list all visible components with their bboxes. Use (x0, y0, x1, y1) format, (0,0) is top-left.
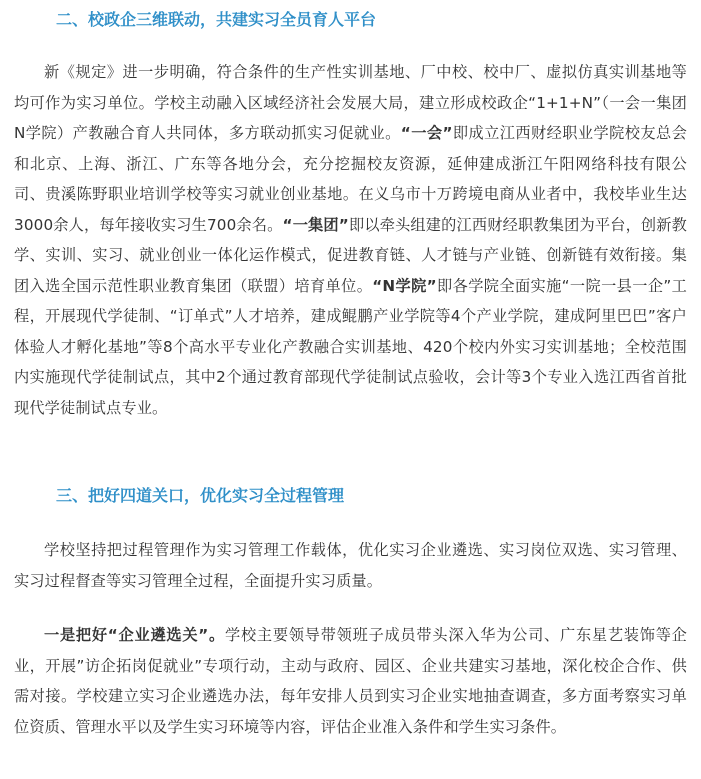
section-heading-3: 三、把好四道关口，优化实习全过程管理 (56, 486, 345, 505)
section-2-paragraph (14, 57, 687, 423)
bold-lead-point-1: 一是把好“企业遴选关”。 (44, 626, 226, 644)
section-3-intro-paragraph (14, 535, 687, 596)
paragraph-text: 即成立江西财经职业学院校友总会和北京、上海、浙江、广东等各地分会，充分挖掘校友资源，延伸建成浙江午阳网络科技有限公司、贵溪陈野职业培训学校等实习就业创业基地。在义乌市十万跨境电商从业者中，我校毕业生达3000余人，每年接收实习生700余名。 (14, 124, 687, 234)
paragraph-text: 学校主要领导带领班子成员带头深入华为公司、广东星艺装饰等企业，开展”访企拓岗促就业”专项行动，主动与政府、园区、企业共建实习基地，深化校企合作、供需对接。学校建立实习企业遴选办法，每年安排人员到实习企业实地抽查调查，多方面考察实习单位资质、管理水平以及学生实习环境等内容，评估企业准入条件和学生实习条件。 (14, 626, 687, 736)
section-heading-2: 二、校政企三维联动，共建实习全员育人平台 (56, 10, 377, 29)
bold-term-yihui: “一会” (400, 124, 453, 142)
paragraph-text: 新《规定》进一步明确，符合条件的生产性实训基地、厂中校、校中厂、虚拟仿真实训基地等均可作为实习单位。学校主动融入区域经济社会发展大局，建立形成校政企“1+1+N”（一会一集团N学院）产教融合育人共同体，多方联动抓实习促就业。 (14, 63, 687, 142)
bold-term-nxueyuan: “N学院” (372, 276, 437, 295)
bold-term-yijituan: “一集团” (282, 215, 349, 234)
paragraph-text: 即各学院全面实施“一院一县一企”工程，开展现代学徒制、“订单式”人才培养，建成鲲鹏产业学院等4个产业学院，建成阿里巴巴”客户体验人才孵化基地”等8个高水平专业化产教融合实训基地、420个校内外实习实训基地；全校范围内实施现代学徒制试点，其中2个通过教育部现代学徒制试点验收，会计等3个专业入选江西省首批现代学徒制试点专业。 (14, 276, 687, 417)
paragraph-text: 学校坚持把过程管理作为实习管理工作载体，优化实习企业遴选、实习岗位双选、实习管理、实习过程督查等实习管理全过程，全面提升实习质量。 (14, 541, 687, 590)
section-3-point-1-paragraph (14, 620, 687, 742)
paragraph-text: 即以牵头组建的江西财经职教集团为平台，创新教学、实训、实习、就业创业一体化运作模式，促进教育链、人才链与产业链、创新链有效衔接。集团入选全国示范性职业教育集团（联盟）培育单位。 (14, 215, 688, 295)
